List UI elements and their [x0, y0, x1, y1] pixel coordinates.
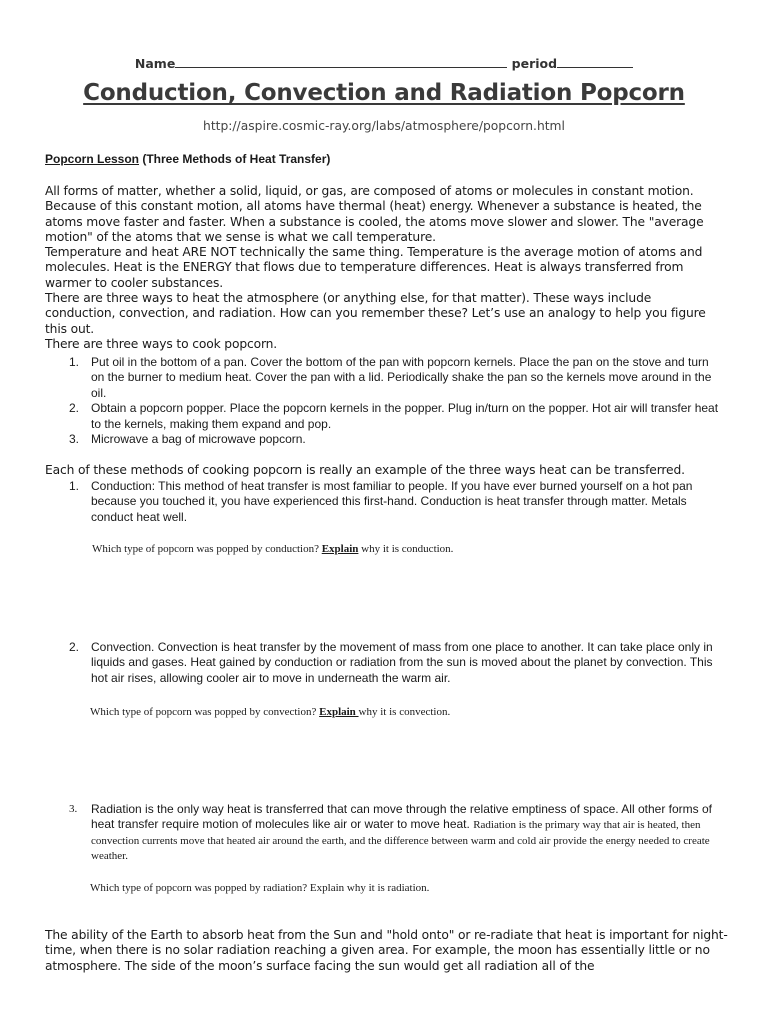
- intro-paragraph: There are three ways to cook popcorn.: [45, 336, 278, 351]
- name-label: Name: [134, 56, 176, 71]
- list-item: 3. Radiation is the only way heat is transferred that can move through the relative emptiness of space. All other forms of heat transfer require motion of molecules like air or water to move heat. Radiation is the primary way that air is heated, then convection currents move that heated air around the earth, and the difference between warm and cold air provide the energy needed to create weather.: [69, 802, 712, 863]
- convection-section: [45, 640, 725, 686]
- lesson-heading: [45, 152, 330, 167]
- closing-paragraph: The ability of the Earth to absorb heat from the Sun and "hold onto" or re-radiate that heat is important for night-time, when there is no solar radiation reaching a given area. For example, the moon has essentially little or no atmosphere. The side of the moon’s surface facing the sun would get all radiation all of the: [45, 928, 728, 973]
- radiation-question: Which type of popcorn was popped by radiation? Explain why it is radiation.: [90, 882, 430, 894]
- page-title: Conduction, Convection and Radiation Popcorn: [83, 80, 685, 106]
- intro-text: [45, 184, 725, 352]
- list-item: 1. Put oil in the bottom of a pan. Cover the bottom of the pan with popcorn kernels. Place the pan on the stove and turn on the burner to medium heat. Cover the pan with a lid. Periodically shake the pan so the kernels move around in the oil.: [69, 355, 712, 400]
- intro-paragraph: All forms of matter, whether a solid, liquid, or gas, are composed of atoms or molecules in constant motion. Because of this constant motion, all atoms have thermal (heat) energy. Whenever a substance is heated, the atoms move faster and faster. When a substance is cooled, the atoms move slower and slower. The "average motion" of the atoms that we sense is what we call temperature.: [45, 184, 704, 244]
- list-item: 3. Microwave a bag of microwave popcorn.: [69, 432, 306, 447]
- intro-paragraph: Temperature and heat ARE NOT technically the same thing. Temperature is the average motion of atoms and molecules. Heat is the ENERGY that flows due to temperature differences. Heat is always transferred from warmer to cooler substances.: [45, 245, 703, 290]
- list-item: 1. Conduction: This method of heat transfer is most familiar to people. If you have ever burned yourself on a hot pan because you touched it, you have experienced this first-hand. Conduction is heat transfer through matter. Metals conduct heat well.: [69, 479, 693, 524]
- intro-paragraph: There are three ways to heat the atmosphere (or anything else, for that matter). These ways include conduction, convection, and radiation. How can you remember these? Let’s use an analogy to help you figure this out.: [45, 291, 706, 336]
- name-period-line: [0, 56, 768, 71]
- lesson-heading-subtitle: (Three Methods of Heat Transfer): [139, 152, 331, 166]
- name-blank[interactable]: [175, 56, 507, 68]
- source-url: http://aspire.cosmic-ray.org/labs/atmosphere/popcorn.html: [203, 119, 565, 133]
- conduction-question: Which type of popcorn was popped by conduction? Explain why it is conduction.: [92, 543, 454, 555]
- period-blank[interactable]: [557, 56, 633, 68]
- radiation-section: [45, 802, 727, 864]
- conduction-section: [45, 479, 725, 525]
- convection-question: Which type of popcorn was popped by convection? Explain why it is convection.: [90, 706, 451, 718]
- list-item: 2. Convection. Convection is heat transfer by the movement of mass from one place to another. It can take place only in liquids and gases. Heat gained by conduction or radiation from the sun is moved about the planet by convection. This hot air rises, allowing cooler air to move in underneath the warm air.: [69, 640, 713, 685]
- methods-intro: Each of these methods of cooking popcorn is really an example of the three ways heat can be transferred.: [45, 463, 685, 477]
- period-label: period: [511, 56, 558, 71]
- lesson-heading-link[interactable]: Popcorn Lesson: [45, 152, 140, 166]
- list-item: 2. Obtain a popcorn popper. Place the popcorn kernels in the popper. Plug in/turn on the popper. Hot air will transfer heat to the kernels, making them expand and pop.: [69, 401, 719, 431]
- cook-methods-list: [45, 355, 725, 447]
